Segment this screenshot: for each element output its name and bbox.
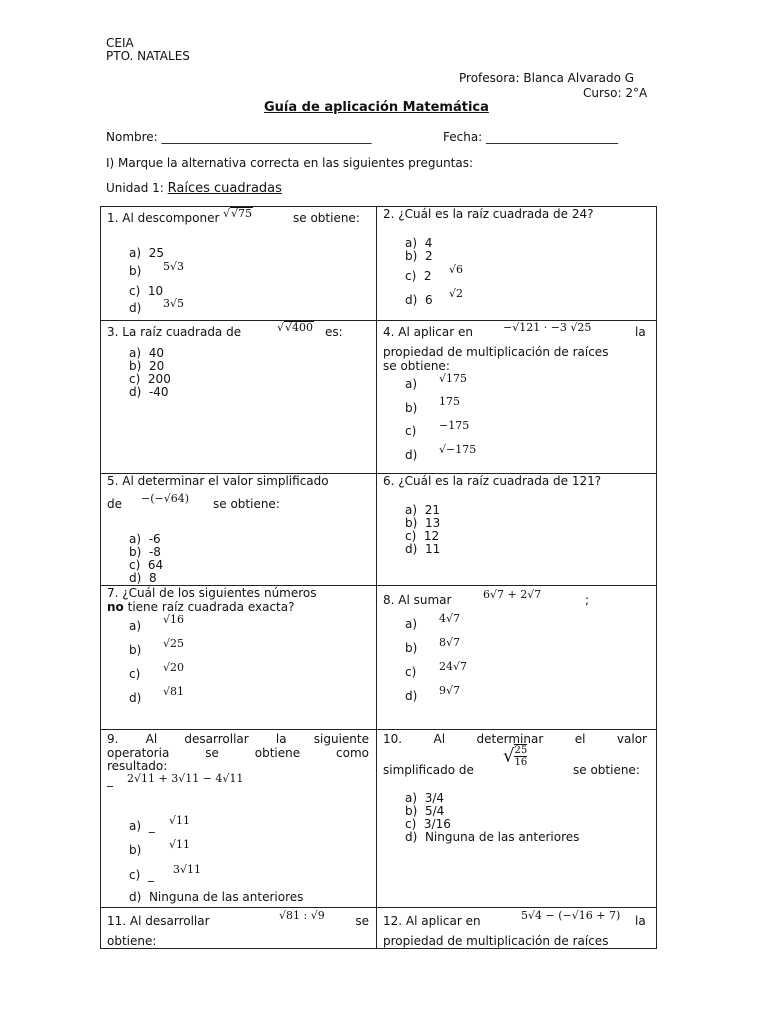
question-4 (377, 321, 657, 474)
q3-expr-val: √400 (285, 321, 314, 334)
q4-option-a[interactable]: a) (405, 377, 418, 391)
q7-option-a-value: √16 (163, 613, 185, 626)
q8-option-b[interactable]: b) (405, 641, 418, 655)
q1-text: 1. Al descomponer (107, 211, 220, 225)
q9-option-b[interactable]: b) (129, 843, 142, 857)
q10-option-a[interactable]: a) 3/4 (405, 791, 444, 805)
questions-table (100, 206, 657, 949)
question-8 (377, 586, 657, 730)
q8-option-a[interactable]: a) (405, 617, 418, 631)
q7-no: no (107, 600, 124, 614)
q10-text: simplificado de (383, 763, 474, 777)
q4-option-c[interactable]: c) (405, 424, 417, 438)
q9-dash: _ (107, 773, 113, 787)
q12-line-2: propiedad de multiplicación de raíces (383, 934, 609, 948)
course-label: Curso: 2°A (583, 86, 648, 100)
q4-line-3: se obtiene: (383, 359, 450, 373)
q6-text: 6. ¿Cuál es la raíz cuadrada de 121? (383, 474, 602, 488)
teacher-name: Profesora: Blanca Alvarado G (459, 71, 635, 85)
q10-text-b: se obtiene: (573, 763, 640, 777)
question-7 (101, 586, 377, 730)
q9-line-2: operatoria se obtiene como (107, 746, 369, 760)
q10-option-c[interactable]: c) 3/16 (405, 817, 451, 831)
question-12 (377, 908, 657, 949)
q3-option-c[interactable]: c) 200 (129, 372, 171, 386)
q4-option-a-value: √175 (439, 372, 468, 385)
page-title: Guía de aplicación Matemática (264, 100, 489, 115)
q1-option-b-value: 5√3 (163, 260, 185, 273)
q1-option-c[interactable]: c) 10 (129, 284, 164, 298)
q7-option-d[interactable]: d) (129, 691, 142, 705)
q5-expression: −(−√64) (141, 492, 190, 505)
school-name: CEIA (106, 36, 134, 50)
q8-option-a-value: 4√7 (439, 612, 461, 625)
q5-option-c[interactable]: c) 64 (129, 558, 164, 572)
question-1 (101, 207, 377, 321)
q1-text-b: se obtiene: (293, 211, 360, 225)
q7-option-c[interactable]: c) (129, 667, 141, 681)
q1-option-b[interactable]: b) (129, 264, 142, 278)
q4-text: 4. Al aplicar en (383, 325, 473, 339)
q11-line-1: 11. Al desarrollar √81 : √9 se (107, 909, 369, 928)
q6-option-c[interactable]: c) 12 (405, 529, 440, 543)
q1-expression: √√75 (223, 207, 253, 220)
q8-option-b-value: 8√7 (439, 636, 461, 649)
q2-option-d[interactable]: d) 6 (405, 293, 433, 307)
q1-option-d-value: 3√5 (163, 297, 185, 310)
q6-option-a[interactable]: a) 21 (405, 503, 440, 517)
q10-option-b[interactable]: b) 5/4 (405, 804, 445, 818)
instructions: I) Marque la alternativa correcta en las siguientes preguntas: (106, 156, 474, 170)
q8-option-d-value: 9√7 (439, 684, 461, 697)
q8-option-d[interactable]: d) (405, 689, 418, 703)
q4-option-b[interactable]: b) (405, 401, 418, 415)
q12-text: 12. Al aplicar en (383, 914, 481, 928)
q8-text: 8. Al sumar (383, 593, 452, 607)
q3-option-d[interactable]: d) -40 (129, 385, 169, 399)
q7-option-d-value: √81 (163, 685, 185, 698)
q10-expression: √ $\frac{25}{16}$ (503, 745, 528, 768)
unit-prefix: Unidad 1: (106, 181, 168, 195)
q9-option-c-value: 3√11 (173, 863, 202, 876)
q4-expression: −√121 · −3 √25 (503, 321, 592, 334)
q8-text-b: ; (585, 593, 590, 607)
question-6 (377, 474, 657, 586)
q11-line-2: obtiene: (107, 934, 157, 948)
q7-option-a[interactable]: a) (129, 619, 142, 633)
q5-text-b: se obtiene: (213, 497, 280, 511)
question-2 (377, 207, 657, 321)
q12-expression: 5√4 − (−√16 + 7) (521, 909, 621, 922)
q10-line-1: 10. Al determinar el valor (383, 732, 647, 746)
q2-option-a[interactable]: a) 4 (405, 236, 433, 250)
unit-title: Raíces cuadradas (167, 181, 282, 196)
q10-option-d[interactable]: d) Ninguna de las anteriores (405, 830, 580, 844)
q5-option-a[interactable]: a) -6 (129, 532, 161, 546)
q3-text: 3. La raíz cuadrada de (107, 325, 242, 339)
q8-option-c[interactable]: c) (405, 665, 417, 679)
q5-option-b[interactable]: b) -8 (129, 545, 161, 559)
q7-option-c-value: √20 (163, 661, 185, 674)
q2-option-c-radical: √6 (449, 263, 464, 276)
q9-option-c[interactable]: c) _ (129, 868, 154, 882)
q7-option-b-value: √25 (163, 637, 185, 650)
q9-option-a[interactable]: a) _ (129, 819, 155, 833)
q4-line-2: propiedad de multiplicación de raíces (383, 345, 609, 359)
question-9 (101, 730, 377, 908)
q1-expr-val: √75 (231, 207, 253, 220)
q9-expression: 2√11 + 3√11 − 4√11 (127, 772, 244, 785)
q11-expression: √81 : √9 (279, 909, 325, 922)
q2-option-c[interactable]: c) 2 (405, 269, 432, 283)
q2-text: 2. ¿Cuál es la raíz cuadrada de 24? (383, 207, 594, 221)
q3-text-b: es: (325, 325, 343, 339)
q9-option-a-value: √11 (169, 814, 191, 827)
date-field[interactable]: Fecha: ______________________ (443, 130, 619, 144)
q4-option-b-value: 175 (439, 395, 460, 408)
q1-option-a[interactable]: a) 25 (129, 246, 164, 260)
q3-option-a[interactable]: a) 40 (129, 346, 164, 360)
question-3 (101, 321, 377, 474)
q9-option-d[interactable]: d) Ninguna de las anteriores (129, 890, 304, 904)
q9-line-3: resultado: (107, 759, 168, 773)
q5-de: de (107, 497, 122, 511)
q5-option-d[interactable]: d) 8 (129, 571, 157, 585)
q5-line-1: 5. Al determinar el valor simplificado (107, 474, 329, 488)
q4-option-c-value: −175 (439, 419, 470, 432)
q7-option-b[interactable]: b) (129, 643, 142, 657)
q4-option-d-value: √−175 (439, 443, 477, 456)
q9-option-b-value: √11 (169, 838, 191, 851)
q3-expression: √√400 (277, 321, 314, 334)
q7-line-1: 7. ¿Cuál de los siguientes números (107, 586, 317, 600)
city-name: PTO. NATALES (106, 49, 190, 63)
q12-text-b: la (635, 914, 646, 928)
q4-text-b: la (635, 325, 646, 339)
q7-line-2: no tiene raíz cuadrada exacta? (107, 600, 295, 614)
q2-option-b[interactable]: b) 2 (405, 249, 433, 263)
q2-option-d-radical: √2 (449, 287, 464, 300)
q3-option-b[interactable]: b) 20 (129, 359, 165, 373)
unit-heading (106, 181, 282, 196)
q6-option-b[interactable]: b) 13 (405, 516, 441, 530)
q8-option-c-value: 24√7 (439, 660, 468, 673)
q4-option-d[interactable]: d) (405, 448, 418, 462)
q1-option-d[interactable]: d) (129, 301, 142, 315)
name-field[interactable]: Nombre: ___________________________________ (106, 130, 372, 144)
question-10 (377, 730, 657, 908)
q9-line-1: 9. Al desarrollar la siguiente (107, 732, 369, 746)
q8-expression: 6√7 + 2√7 (483, 588, 542, 601)
question-11 (101, 908, 377, 949)
question-5 (101, 474, 377, 586)
q6-option-d[interactable]: d) 11 (405, 542, 441, 556)
